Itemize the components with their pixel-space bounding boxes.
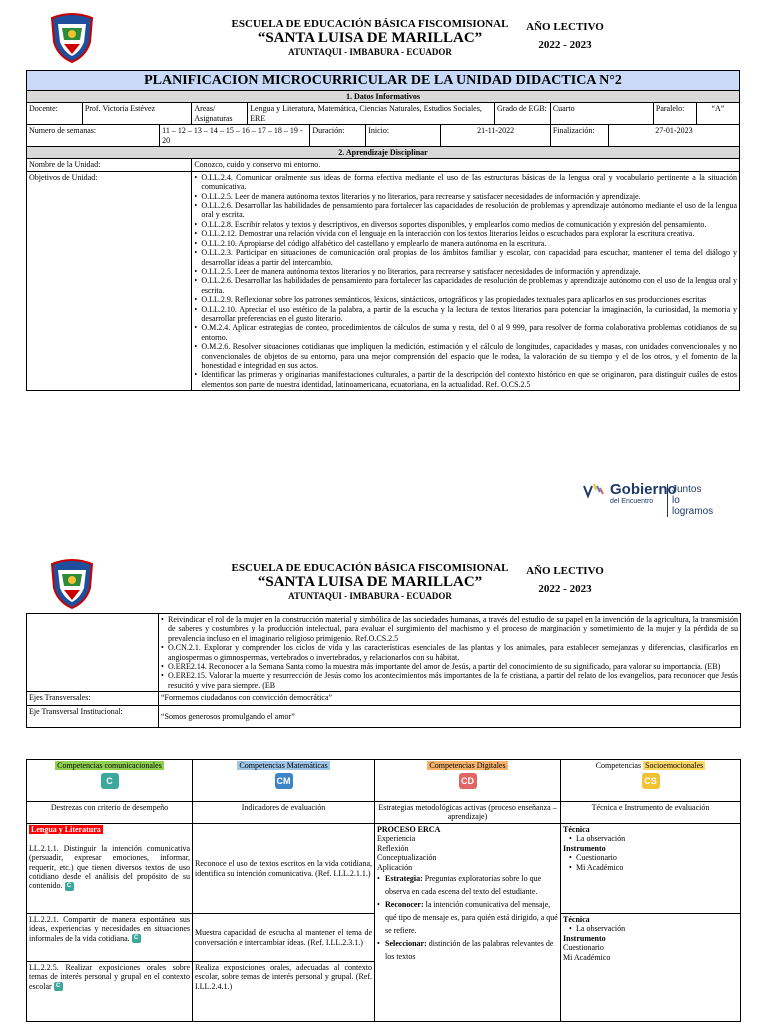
proceso-title: PROCESO ERCA	[377, 825, 441, 834]
proceso-item-1: • Estrategia: Preguntas exploratorias sobre lo que observa en cada escena del texto del estudiante.	[377, 872, 558, 898]
objetivo-item-14: • Identificar las primeras y originarias manifestaciones culturales, a partir de la descripción del contexto histórico en que se originaron, para distinguir cuáles de estos elementos son parte de nuestra identidad, latinoamericana, ecuatoriana, en la actualidad. Ref. O.CS.2.5	[194, 370, 737, 389]
unidad-value: Conozco, cuido y conservo mi entorno.	[192, 159, 740, 171]
comp-socioemocionales	[561, 760, 741, 802]
objetivo-cont-item-2: • O.CN.2.1. Explorar y comprender los ciclos de vida y las características esenciales de las plantas y los animales, para establecer semejanzas y diferencias, clasificarlos en angiospermas o gimnospermas, vertebrados o invertebrados, y relacionarlos con su hábitat.	[161, 643, 738, 662]
objetivo-item-7: • O.LL.2.3. Participar en situaciones de comunicación oral propias de los ámbitos familiar y escolar, con capacidad para escuchar, mantener el tema del diálogo y desarrollar ideas a partir del intercambio.	[194, 248, 737, 267]
comunicacional-mini-icon: C	[54, 982, 63, 991]
school-header	[220, 18, 520, 57]
page-2	[0, 512, 768, 1024]
objectives-cont-table	[26, 613, 740, 728]
objetivo-cont-item-1: • Reivindicar el rol de la mujer en la construcción material y simbólica de las sociedades humanas, a través del estudio de su papel en la invención de la agricultura, la transmisión de saberes y costumbres y la producción intelectual, para evaluar el surgimiento del machismo y el proceso de marginación y sometimiento de la mujer y la pérdida de su prevalencia incluso en el imaginario religioso primigenio. Ref.O.CS.2.5	[161, 615, 738, 643]
destreza-3	[27, 962, 193, 1022]
comp-c4-label-a: Competencias	[595, 761, 642, 770]
proceso-item-3: • Seleccionar: distinción de las palabras relevantes de los textos	[377, 937, 558, 963]
school-crest-icon	[48, 12, 96, 64]
plan-table	[26, 70, 740, 391]
objetivo-item-6: • O.LL.2.10. Apropiarse del código alfabético del castellano y emplearlo de manera autónoma en la escritura.	[194, 239, 737, 248]
subject-label: Lengua y Literatura	[31, 825, 101, 834]
school-crest-icon	[48, 558, 96, 610]
inicio-label: Inicio:	[366, 125, 441, 147]
school-type: ESCUELA DE EDUCACIÓN BÁSICA FISCOMISIONAL	[231, 18, 509, 30]
indicador-2: Muestra capacidad de escucha al mantener el tema de conversación e intercambiar ideas. (Ref. I.LL.2.3.1.)	[193, 914, 375, 962]
proceso-step-3: Conceptualización	[377, 853, 437, 863]
comp-c1-label: Competencias comunicacionales	[57, 761, 162, 770]
year-label: AÑO LECTIVO	[526, 565, 604, 577]
tecnica-2-label: Técnica	[563, 915, 590, 924]
gobierno-name: Gobierno	[610, 481, 677, 498]
comp-comunicacionales	[27, 760, 193, 802]
objetivo-item-11: • O.LL.2.10. Apreciar el uso estético de la palabra, a partir de la escucha y la lectura de textos literarios para potenciar la imaginación, la curiosidad, la memoria y desarrollar preferencias en el gusto literario.	[194, 305, 737, 324]
duracion-label: Duración:	[310, 125, 366, 147]
instrumento-2-value-2: Mi Académico	[563, 952, 611, 962]
grado-value: Cuarto	[550, 103, 653, 125]
comunicacional-mini-icon: C	[65, 882, 74, 891]
school-type: ESCUELA DE EDUCACIÓN BÁSICA FISCOMISIONAL	[231, 562, 509, 574]
year-value: 2022 - 2023	[538, 39, 592, 51]
destreza-2	[27, 914, 193, 962]
objetivo-item-9: • O.LL.2.6. Desarrollar las habilidades de pensamiento para fortalecer las capacidades de resolución de problemas y aprendizaje autónomo con el uso de la lengua oral y escrita.	[194, 276, 737, 295]
destreza-1	[27, 824, 193, 914]
section-1-title: 1. Datos Informativos	[27, 91, 740, 103]
objetivo-item-4: • O.LL.2.8. Escribir relatos y textos y descriptivos, en diversos soportes disponibles, y emplearlos como medios de comunicación y expresión del pensamiento.	[194, 220, 737, 229]
areas-value: Lengua y Literatura, Matemática, Ciencias Naturales, Estudios Sociales, ERE	[248, 103, 495, 125]
comp-digitales	[375, 760, 561, 802]
gobierno-sub: del Encuentro	[610, 498, 654, 505]
proceso-item-2: • Reconocer: la intención comunicativa del mensaje, qué tipo de mensaje es, para quién está dirigido, a qué se refiere.	[377, 898, 558, 937]
objetivo-cont-item-3: • O.ERE2.14. Reconocer a la Semana Santa como la muestra más importante del amor de Jesús, a partir del conocimiento de su significado, para valorar su importancia. (EB)	[161, 662, 738, 671]
section-2-title: 2. Aprendizaje Disciplinar	[27, 147, 740, 159]
semanas-value: 11 – 12 – 13 – 14 – 15 – 16 – 17 – 18 – 19 - 20	[160, 125, 310, 147]
school-year	[525, 18, 605, 54]
objetivos-cont-list	[161, 615, 738, 690]
comp-c4-label-b: Socioemocionales	[645, 761, 704, 770]
competencias-table	[26, 759, 740, 1022]
school-name: “SANTA LUISA DE MARILLAC”	[257, 574, 483, 590]
eje-inst-label: Eje Transversal Institucional:	[27, 706, 159, 728]
school-year-2	[525, 562, 605, 598]
indicador-1: Reconoce el uso de textos escritos en la vida cotidiana, identifica su intención comunicativa. (Ref. I.LL.2.1.1.)	[193, 824, 375, 914]
tecnica-2-value: • La observación	[569, 924, 738, 933]
grado-label: Grado de EGB:	[495, 103, 551, 125]
objetivos-cont-label	[27, 614, 159, 692]
inicio-value: 21-11-2022	[441, 125, 550, 147]
matematica-icon: CM	[275, 773, 293, 789]
gobierno-mark-icon	[582, 482, 604, 500]
fin-label: Finalización:	[550, 125, 608, 147]
instrumento-1-value-2: • Mi Académico	[569, 863, 738, 872]
objetivos-cont-cell	[159, 614, 741, 692]
plan-title: PLANIFICACION MICROCURRICULAR DE LA UNIDAD DIDACTICA N°2	[27, 71, 740, 91]
docente-value: Prof. Victoria Estévez	[82, 103, 192, 125]
comp-matematicas	[193, 760, 375, 802]
docente-label: Docente:	[27, 103, 83, 125]
col-estrategias: Estrategias metodológicas activas (proceso enseñanza – aprendizaje)	[375, 802, 561, 824]
objetivo-item-5: • O.LL.2.12. Demostrar una relación vívida con el lenguaje en la interacción con los textos literarios leídos o escuchados para explorar la escritura creativa.	[194, 229, 737, 238]
instrumento-1-label: Instrumento	[563, 843, 606, 853]
objetivo-item-3: • O.LL.2.6. Desarrollar las habilidades de pensamiento para fortalecer las capacidades de resolución de problemas y aprendizaje autónomo mediante el uso de la lengua oral y escrita.	[194, 201, 737, 220]
instrumento-2-value-1: Cuestionario	[563, 943, 604, 953]
comunicacional-mini-icon: C	[132, 934, 141, 943]
digital-icon: CD	[459, 773, 477, 789]
estrategias-cell	[375, 824, 561, 1022]
objetivo-item-8: • O.LL.2.5. Leer de manera autónoma textos literarios y no literarios, para recrearse y satisfacer necesidades de información y aprendizaje.	[194, 267, 737, 276]
objetivo-item-2: • O.LL.2.5. Leer de manera autónoma textos literarios y no literarios, para recrearse y satisfacer necesidades de información y aprendizaje.	[194, 192, 737, 201]
ejes-label: Ejes Transversales:	[27, 692, 159, 706]
proceso-step-2: Reflexión	[377, 843, 409, 853]
unidad-label: Nombre de la Unidad:	[27, 159, 192, 171]
year-value: 2022 - 2023	[538, 583, 592, 595]
objetivos-list	[194, 173, 737, 389]
objetivo-item-12: • O.M.2.4. Aplicar estrategias de conteo, procedimientos de cálculos de suma y resta, del 0 al 9 999, para resolver de forma colaborativa problemas cotidianos de su entorno.	[194, 323, 737, 342]
semanas-label: Numero de semanas:	[27, 125, 160, 147]
destreza-2-text: LL.2.2.1. Compartir de manera espontánea sus ideas, experiencias y necesidades en situaciones informales de la vida cotidiana.	[29, 915, 190, 943]
objetivo-item-1: • O.LL.2.4. Comunicar oralmente sus ideas de forma efectiva mediante el uso de las estructuras básicas de la lengua oral y vocabulario pertinente a la situación comunicativa.	[194, 173, 737, 192]
socioemocional-icon: CS	[642, 773, 660, 789]
col-indicadores: Indicadores de evaluación	[193, 802, 375, 824]
fin-value: 27-01-2023	[608, 125, 739, 147]
comp-c2-label: Competencias Matemáticas	[239, 761, 328, 770]
gobierno-slogan-2: lo logramos	[672, 495, 714, 517]
objetivos-cell	[192, 171, 740, 390]
objetivos-label: Objetivos de Unidad:	[27, 171, 192, 390]
col-destrezas: Destrezas con criterio de desempeño	[27, 802, 193, 824]
instrumento-1-value-1: • Cuestionario	[569, 853, 738, 862]
ejes-value: “Formemos ciudadanos con convicción democrática”	[159, 692, 741, 706]
gobierno-slogan-1: Juntos	[672, 484, 702, 495]
objetivo-item-13: • O.M.2.6. Resolver situaciones cotidianas que impliquen la medición, estimación y el cálculo de longitudes, capacidades y masas, con unidades convencionales y no convencionales de objetos de su entorno, para una mejor comprensión del espacio que le rodea, la valoración de su tiempo y el de los otros, y el fomento de la honestidad e integridad en sus actos.	[194, 342, 737, 370]
school-location: ATUNTAQUI - IMBABURA - ECUADOR	[288, 591, 452, 601]
tecnica-1-label: Técnica	[563, 825, 590, 834]
destreza-1-text: LL.2.1.1. Distinguir la intención comunicativa (persuadir, expresar emociones, informar, requerir, etc.) que tienen diversos textos de uso cotidiano desde el análisis del propósito de su contenido.	[29, 843, 190, 891]
school-header-2	[220, 562, 520, 601]
school-location: ATUNTAQUI - IMBABURA - ECUADOR	[288, 47, 452, 57]
school-name: “SANTA LUISA DE MARILLAC”	[257, 30, 483, 46]
objetivo-item-10: • O.LL.2.9. Reflexionar sobre los patrones semánticos, léxicos, sintácticos, ortográficos y las propiedades textuales para aplicarlos en sus producciones escritas	[194, 295, 737, 304]
eje-inst-value: “Somos generosos promulgando el amor”	[159, 706, 741, 728]
comunicacional-icon: C	[101, 773, 119, 789]
areas-label: Areas/ Asignaturas	[192, 103, 248, 125]
paralelo-value: “A”	[696, 103, 739, 125]
col-tecnica: Técnica e Instrumento de evaluación	[561, 802, 741, 824]
indicador-3: Realiza exposiciones orales, adecuadas al contexto escolar, sobre temas de interés personal y grupal. (Ref. I.LL.2.4.1.)	[193, 962, 375, 1022]
proceso-items	[377, 872, 558, 963]
tecnica-1-value: • La observación	[569, 834, 738, 843]
proceso-step-4: Aplicación	[377, 862, 413, 872]
objetivo-cont-item-4: • O.ERE2.15. Valorar la muerte y resurrección de Jesús como los acontecimientos más importantes de la fe cristiana, a partir del relato de los evangelios, para reconocer que Jesús resucitó y vive para siempre. (EB	[161, 671, 738, 690]
destreza-3-text: LL.2.2.5. Realizar exposiciones orales sobre temas de interés personal y grupal en el contexto escolar	[29, 963, 190, 991]
proceso-step-1: Experiencia	[377, 834, 416, 844]
instrumento-2-label: Instrumento	[563, 933, 606, 943]
tecnica-2	[561, 914, 741, 1022]
paralelo-label: Paralelo:	[653, 103, 696, 125]
comp-c3-label: Competencias Digitales	[429, 761, 506, 770]
year-label: AÑO LECTIVO	[526, 21, 604, 33]
tecnica-1	[561, 824, 741, 914]
